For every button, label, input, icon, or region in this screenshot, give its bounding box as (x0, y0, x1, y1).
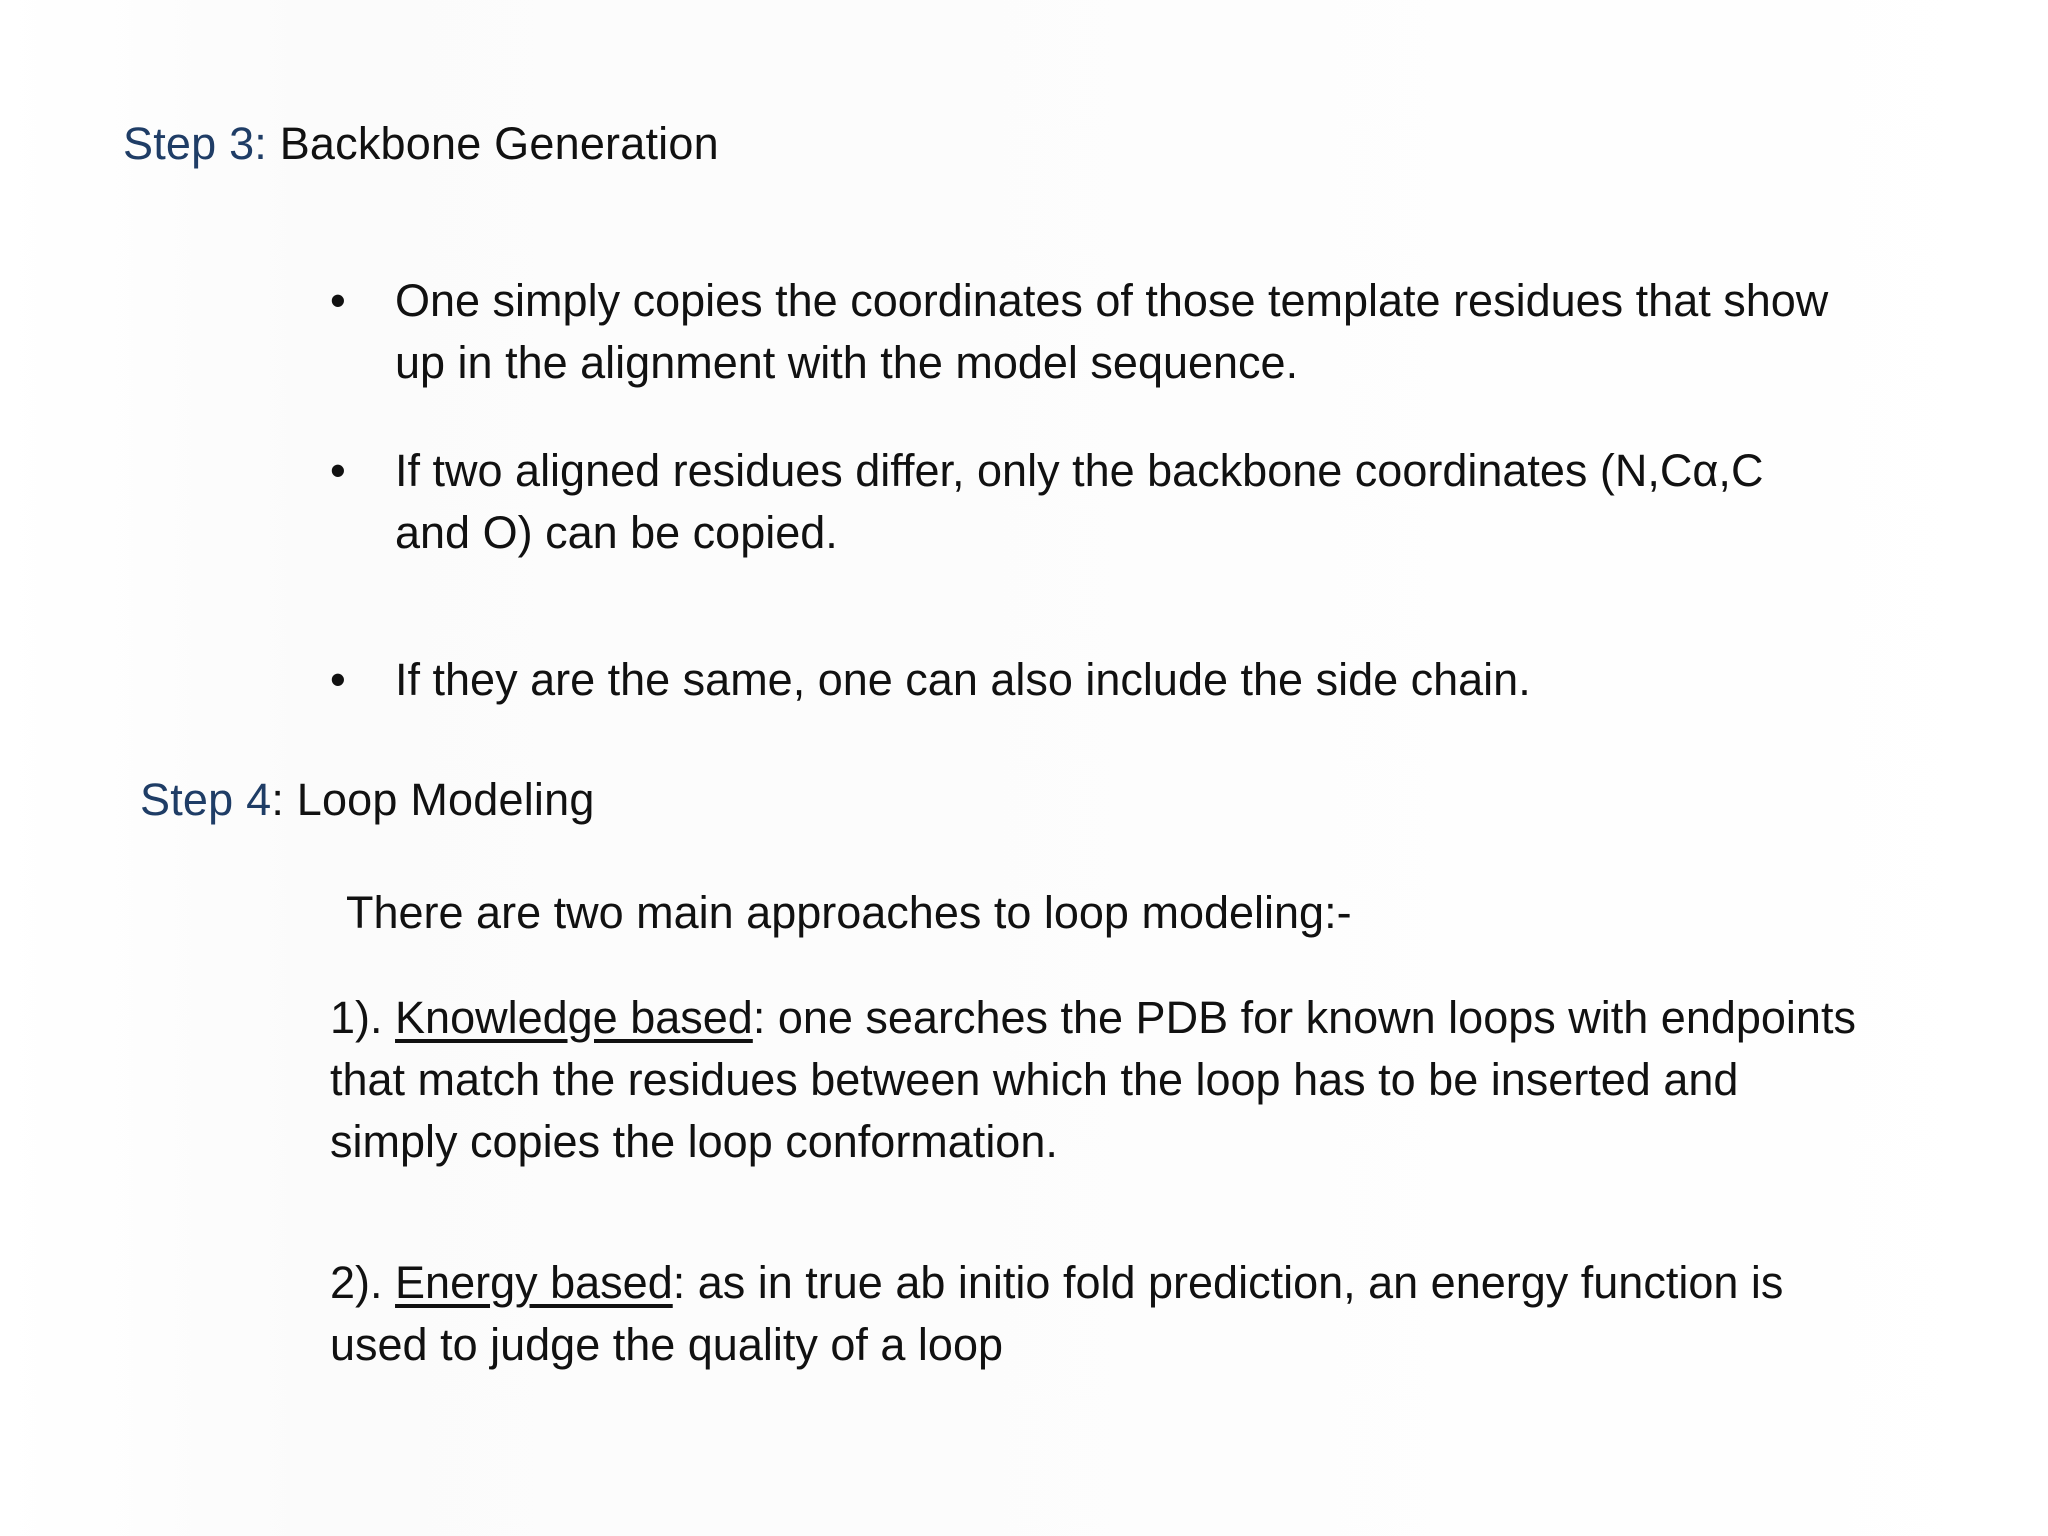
bullet-text: If two aligned residues differ, only the backbone coordinates (N,Cα,C and O) can be copied. (395, 445, 1764, 558)
step3-title: Backbone Generation (267, 118, 719, 169)
bullet-marker: • (330, 445, 346, 496)
approach-number: 2). (330, 1257, 396, 1308)
approach-number: 1). (330, 992, 396, 1043)
loop-intro: There are two main approaches to loop modeling:- (346, 887, 1352, 938)
bullet-item (330, 270, 1850, 394)
approach-description: : as in true ab initio fold prediction, an energy function is used to judge the quality of a loop (330, 1257, 1784, 1370)
step4-heading (140, 772, 595, 828)
bullet-marker: • (330, 275, 346, 326)
approach-description: : one searches the PDB for known loops with endpoints that match the residues between which the loop has to be inserted and simply copies the loop conformation. (330, 992, 1856, 1167)
bullet-text: One simply copies the coordinates of those template residues that show up in the alignment with the model sequence. (395, 275, 1829, 388)
step3-heading (123, 116, 719, 172)
bullet-text: If they are the same, one can also include the side chain. (395, 654, 1531, 705)
approach-knowledge (330, 987, 1870, 1173)
bullet-item (330, 440, 1850, 564)
approach-name: Energy based (395, 1257, 673, 1308)
bullet-item (330, 649, 1850, 711)
bullet-marker: • (330, 654, 346, 705)
approach-name: Knowledge based (395, 992, 753, 1043)
step3-label: Step 3: (123, 118, 268, 169)
step4-label: Step 4 (140, 774, 272, 825)
step4-title: : Loop Modeling (271, 774, 595, 825)
approach-energy (330, 1252, 1870, 1376)
